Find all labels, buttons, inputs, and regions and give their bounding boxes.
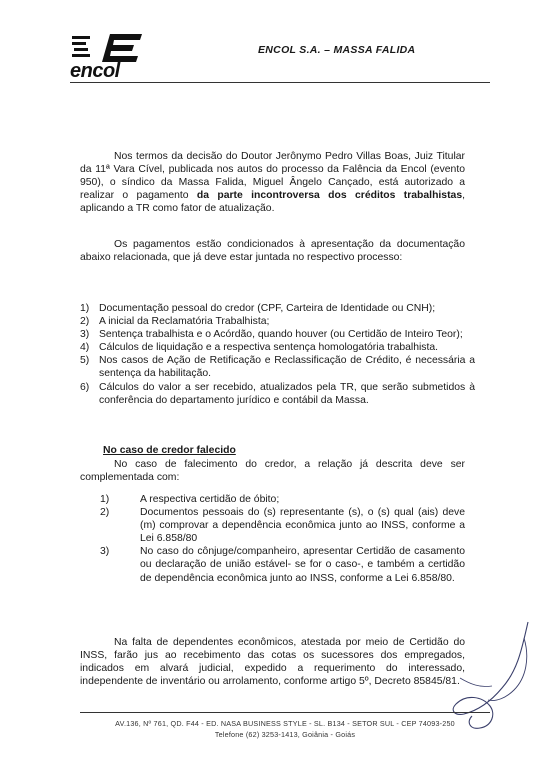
list-item-number: 1) xyxy=(80,303,90,314)
footer-address: AV.136, Nº 761, QD. F44 - ED. NASA BUSINESS STYLE - SL. B134 - SETOR SUL - CEP 74093-250 xyxy=(115,719,455,728)
paragraph-decision-bold: da parte incontroversa dos créditos trabalhistas xyxy=(196,190,463,202)
list-item-text: Documentação pessoal do credor (CPF, Carteira de Identidade ou CNH); xyxy=(99,303,436,314)
list-item-number: 3) xyxy=(100,546,110,558)
list-item-number: 2) xyxy=(100,507,110,519)
section-intro-text: No caso de falecimento do credor, a relação já descrita deve ser complementada com: xyxy=(80,459,465,484)
list-item xyxy=(80,315,475,328)
footer-divider xyxy=(80,712,490,713)
list-item-number: 1) xyxy=(100,494,110,505)
list-item-text: Nos casos de Ação de Retificação e Reclassificação de Crédito, é necessária a sentença da habilitação. xyxy=(99,355,475,380)
list-item xyxy=(80,354,475,380)
section-intro xyxy=(80,458,465,484)
paragraph-no-dependents-text: Na falta de dependentes econômicos, atestada por meio de Certidão do INSS, farão jus ao recebimento das cotas os sucessores dos empregados, indicados em alvará judicial, expedido a requerimento do interessado, independente de inventário ou arrolamento, conforme artigo 5º, Decreto 85845/81. xyxy=(80,637,465,688)
list-item xyxy=(80,381,475,407)
logo-wordmark: encol xyxy=(70,60,120,82)
list-item xyxy=(100,506,465,545)
paragraph-no-dependents xyxy=(80,636,465,688)
paragraph-decision-text: Nos termos da decisão do Doutor Jerônymo Pedro Villas Boas, Juiz Titular da 11ª Vara Cível, publicada nos autos do processo da Falência da Encol (evento 950), o síndico da Massa Falida, Miguel Ângelo Cançado, está autorizado a realizar o pagamento xyxy=(80,151,465,202)
footer-phone: Telefone (62) 3253-1413, Goiânia - Goiás xyxy=(214,730,356,739)
list-item xyxy=(80,341,475,354)
list-item xyxy=(80,302,475,315)
list-item-number: 6) xyxy=(80,381,90,393)
paragraph-conditions xyxy=(80,238,465,264)
list-item xyxy=(80,328,475,341)
list-item-text: Cálculos do valor a ser recebido, atualizados pela TR, que serão submetidos à conferência do departamento jurídico e contábil da Massa. xyxy=(99,381,475,406)
paragraph-decision-end: , aplicando a TR como fator de atualização. xyxy=(80,190,465,215)
section-heading-deceased: No caso de credor falecido xyxy=(103,445,236,456)
paragraph-conditions-text: Os pagamentos estão condicionados à apresentação da documentação abaixo relacionada, que já deve estar juntada no respectivo processo: xyxy=(80,239,465,264)
list-item xyxy=(100,545,465,584)
header-divider xyxy=(70,82,490,83)
list-item-number: 5) xyxy=(80,355,90,367)
header-title: ENCOL S.A. – MASSA FALIDA xyxy=(258,44,416,56)
list-item-text: A inicial da Reclamatória Trabalhista; xyxy=(99,316,270,328)
required-documents-list xyxy=(80,302,475,407)
list-item-number: 2) xyxy=(80,316,90,328)
list-item-text: Documentos pessoais do (s) representante (s), o (s) qual (ais) deve (m) comprovar a dependência econômica junto ao INSS, conforme a Lei 6.858/80 xyxy=(140,507,465,545)
list-item-number: 3) xyxy=(80,329,90,341)
list-item-number: 4) xyxy=(80,342,90,354)
list-item-text: No caso do cônjuge/companheiro, apresentar Certidão de casamento ou declaração de união estável- se for o caso-, e também a certidão de dependência econômica junto ao INSS, conforme a Lei 6.858/80. xyxy=(140,546,465,584)
list-item-text: Cálculos de liquidação e a respectiva sentença homologatória trabalhista. xyxy=(99,342,439,354)
list-item-text: Sentença trabalhista e o Acórdão, quando houver (ou Certidão de Inteiro Teor); xyxy=(99,329,463,341)
list-item-text: A respectiva certidão de óbito; xyxy=(140,494,280,505)
list-item xyxy=(100,493,465,506)
deceased-documents-list xyxy=(100,493,465,585)
paragraph-decision xyxy=(80,150,465,215)
